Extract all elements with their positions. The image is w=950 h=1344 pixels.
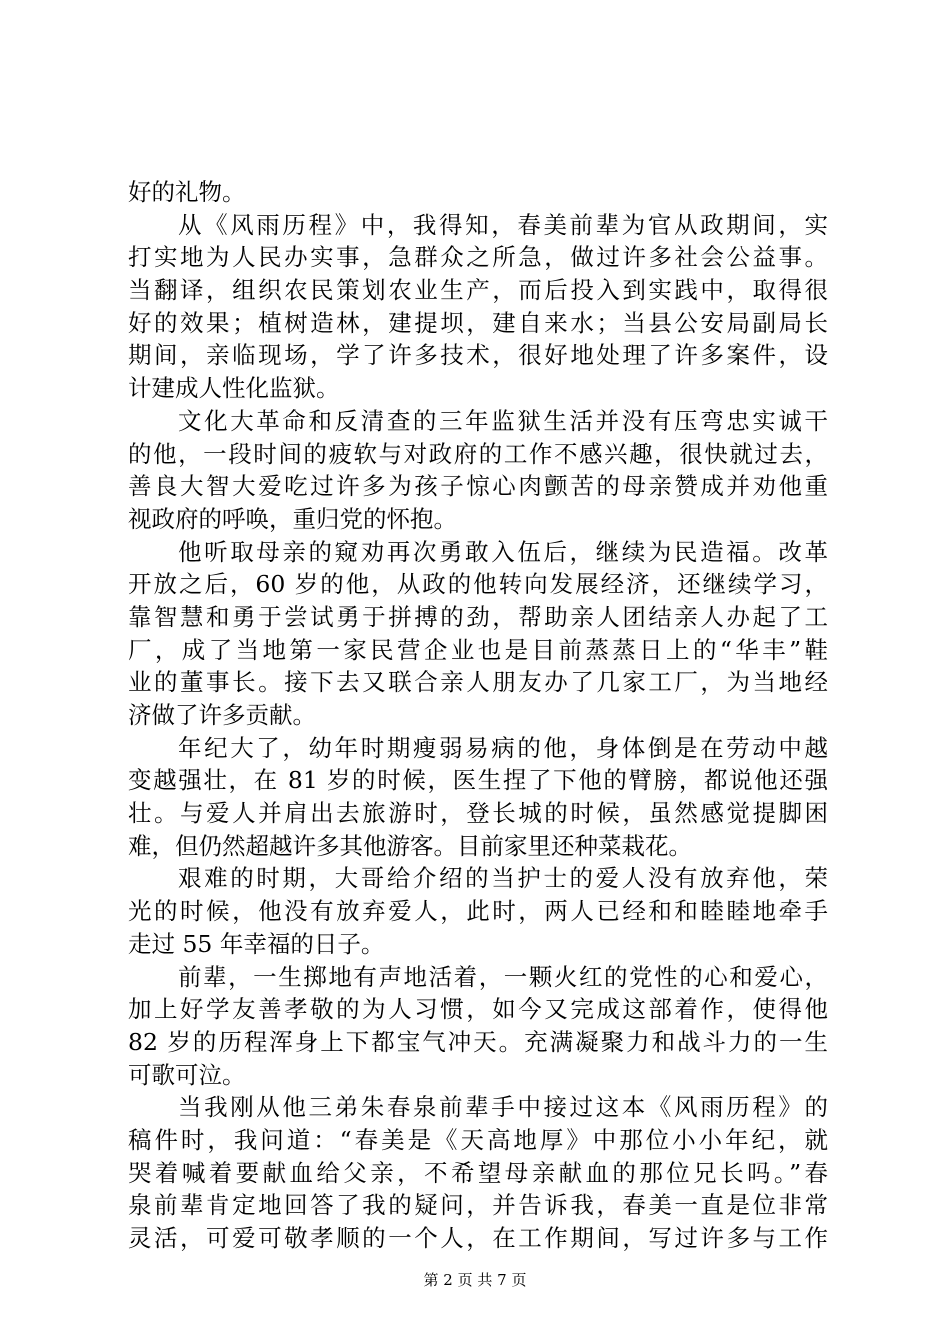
text-line: 厂，成了当地第一家民营企业也是目前蒸蒸日上的“华丰”鞋 (128, 635, 828, 664)
text-line: 他听取母亲的窥劝再次勇敢入伍后，继续为民造福。改革 (178, 537, 828, 566)
document-body (128, 176, 828, 1255)
text-line: 靠智慧和勇于尝试勇于拼搏的劲，帮助亲人团结亲人办起了工 (128, 602, 828, 631)
text-line: 灵活，可爱可敬孝顺的一个人，在工作期间，写过许多与工作 (128, 1224, 828, 1252)
text-line: 文化大革命和反清查的三年监狱生活并没有压弯忠实诚干 (178, 406, 828, 435)
text-line: 的他，一段时间的疲软与对政府的工作不感兴趣，很快就过去， (128, 439, 828, 468)
text-line: 82 岁的历程浑身上下都宝气冲天。充满凝聚力和战斗力的一生 (128, 1027, 828, 1056)
text-line: 善良大智大爱吃过许多为孩子惊心肉颤苦的母亲赞成并劝他重 (128, 472, 828, 501)
text-line: 泉前辈肯定地回答了我的疑问，并告诉我，春美一直是位非常 (128, 1191, 828, 1220)
text-line: 艰难的时期，大哥给介绍的当护士的爱人没有放弃他，荣 (178, 864, 828, 893)
text-line: 好的效果；植树造林，建提坝，建自来水；当县公安局副局长 (128, 308, 828, 337)
text-line: 光的时候，他没有放弃爱人，此时，两人已经和和睦睦地牵手 (128, 897, 828, 926)
text-line: 当翻译，组织农民策划农业生产，而后投入到实践中，取得很 (128, 276, 828, 305)
text-line: 开放之后，60 岁的他，从政的他转向发展经济，还继续学习， (128, 570, 828, 599)
page-number-indicator: 第 2 页 共 7 页 (423, 1271, 527, 1289)
text-line: 壮。与爱人并肩出去旅游时，登长城的时候，虽然感觉提脚困 (128, 799, 828, 828)
text-line: 从《风雨历程》中，我得知，春美前辈为官从政期间，实 (178, 210, 828, 239)
text-line: 年纪大了，幼年时期瘦弱易病的他，身体倒是在劳动中越 (178, 733, 828, 762)
text-line: 计建成人性化监狱。 (128, 374, 340, 403)
text-line: 变越强壮，在 81 岁的时候，医生捏了下他的臂膀，都说他还强 (128, 766, 828, 795)
text-line: 期间，亲临现场，学了许多技术，很好地处理了许多案件，设 (128, 341, 828, 370)
text-line: 走过 55 年幸福的日子。 (128, 929, 385, 958)
text-line: 可歌可泣。 (128, 1060, 246, 1089)
text-line: 稿件时，我问道：“春美是《天高地厚》中那位小小年纪，就 (128, 1125, 828, 1154)
text-line: 难，但仍然超越许多其他游客。目前家里还种菜栽花。 (128, 831, 692, 860)
text-line: 好的礼物。 (128, 178, 246, 206)
text-line: 加上好学友善孝敬的为人习惯，如今又完成这部着作，使得他 (128, 995, 828, 1024)
text-line: 哭着喊着要献血给父亲，不希望母亲献血的那位兄长吗。”春 (128, 1158, 828, 1187)
text-line: 业的董事长。接下去又联合亲人朋友办了几家工厂，为当地经 (128, 668, 828, 697)
text-line: 打实地为人民办实事，急群众之所急，做过许多社会公益事。 (128, 243, 828, 272)
text-line: 视政府的呼唤，重归党的怀抱。 (128, 504, 457, 533)
text-line: 济做了许多贡献。 (128, 701, 316, 729)
text-line: 当我刚从他三弟朱春泉前辈手中接过这本《风雨历程》的 (178, 1093, 828, 1122)
text-line: 前辈，一生掷地有声地活着，一颗火红的党性的心和爱心， (178, 962, 828, 991)
page-footer (0, 1270, 950, 1290)
